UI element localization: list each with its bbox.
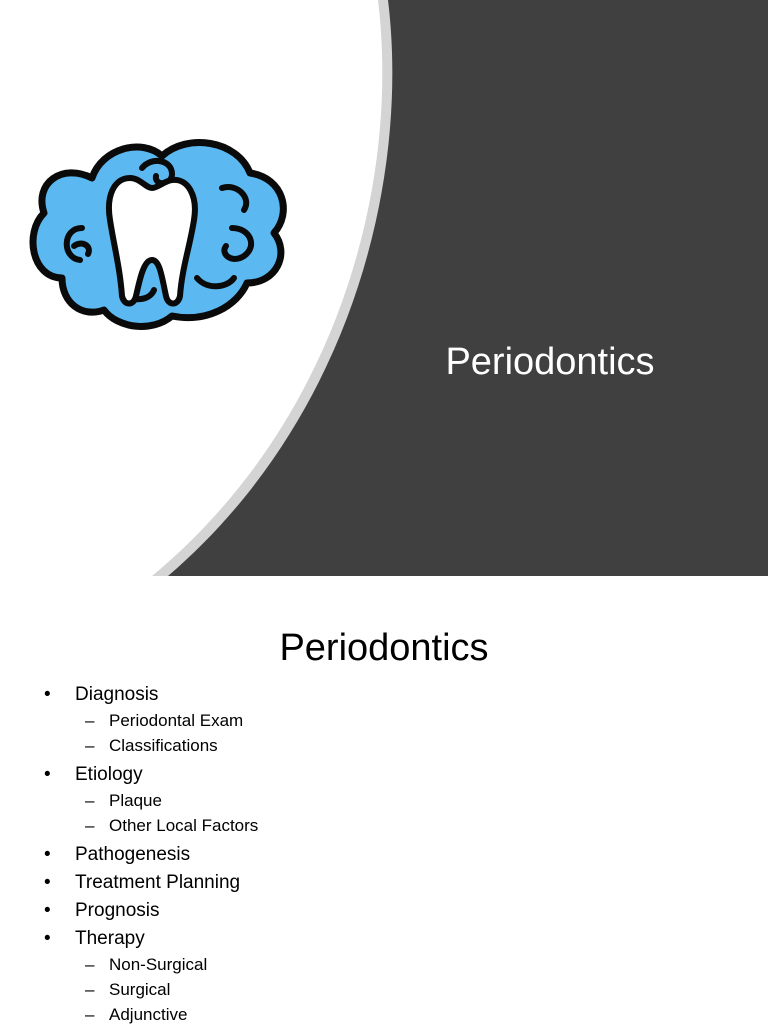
sub-item-label: Classifications bbox=[109, 736, 218, 755]
sub-item-label: Plaque bbox=[109, 791, 162, 810]
outline-item-prognosis bbox=[40, 900, 258, 922]
sub-item-label: Other Local Factors bbox=[109, 816, 259, 835]
outline-item-therapy bbox=[40, 928, 258, 1024]
sub-item bbox=[75, 977, 258, 1002]
dash-glyph: – bbox=[85, 980, 95, 999]
dash-glyph: – bbox=[85, 736, 95, 755]
outline-item-label: Pathogenesis bbox=[75, 844, 191, 865]
bullet-glyph: • bbox=[44, 764, 51, 785]
dash-glyph: – bbox=[85, 791, 95, 810]
sub-item-label: Non-Surgical bbox=[109, 955, 208, 974]
dash-glyph: – bbox=[85, 816, 95, 835]
bullet-glyph: • bbox=[44, 684, 51, 705]
content-slide-heading: Periodontics bbox=[279, 627, 489, 669]
dash-glyph: – bbox=[85, 711, 95, 730]
content-slide bbox=[0, 576, 768, 1024]
bullet-glyph: • bbox=[44, 928, 51, 949]
outline-item-label: Etiology bbox=[75, 764, 143, 785]
sub-outline bbox=[75, 952, 258, 1024]
outline-item-label: Treatment Planning bbox=[75, 872, 241, 893]
outline-item-pathogenesis bbox=[40, 844, 258, 866]
topic-outline bbox=[40, 684, 258, 1024]
sub-item bbox=[75, 1002, 258, 1024]
outline-item-label: Therapy bbox=[75, 928, 145, 949]
title-slide-heading: Periodontics bbox=[445, 341, 655, 383]
bullet-glyph: • bbox=[44, 844, 51, 865]
sub-item bbox=[75, 813, 258, 838]
outline-item-label: Diagnosis bbox=[75, 684, 159, 705]
sub-item bbox=[75, 708, 258, 733]
bullet-glyph: • bbox=[44, 872, 51, 893]
sub-item bbox=[75, 733, 258, 758]
dash-glyph: – bbox=[85, 955, 95, 974]
sub-item-label: Periodontal Exam bbox=[109, 711, 244, 730]
outline-item-label: Prognosis bbox=[75, 900, 160, 921]
tooth-brain-icon bbox=[22, 128, 290, 334]
dash-glyph: – bbox=[85, 1005, 95, 1024]
bullet-glyph: • bbox=[44, 900, 51, 921]
sub-item bbox=[75, 952, 258, 977]
sub-item bbox=[75, 788, 258, 813]
sub-outline bbox=[75, 708, 258, 758]
sub-item-label: Adjunctive bbox=[109, 1005, 188, 1024]
outline-item-etiology bbox=[40, 764, 258, 838]
outline-item-treatment-planning bbox=[40, 872, 258, 894]
outline-item-diagnosis bbox=[40, 684, 258, 758]
sub-item-label: Surgical bbox=[109, 980, 171, 999]
sub-outline bbox=[75, 788, 258, 838]
